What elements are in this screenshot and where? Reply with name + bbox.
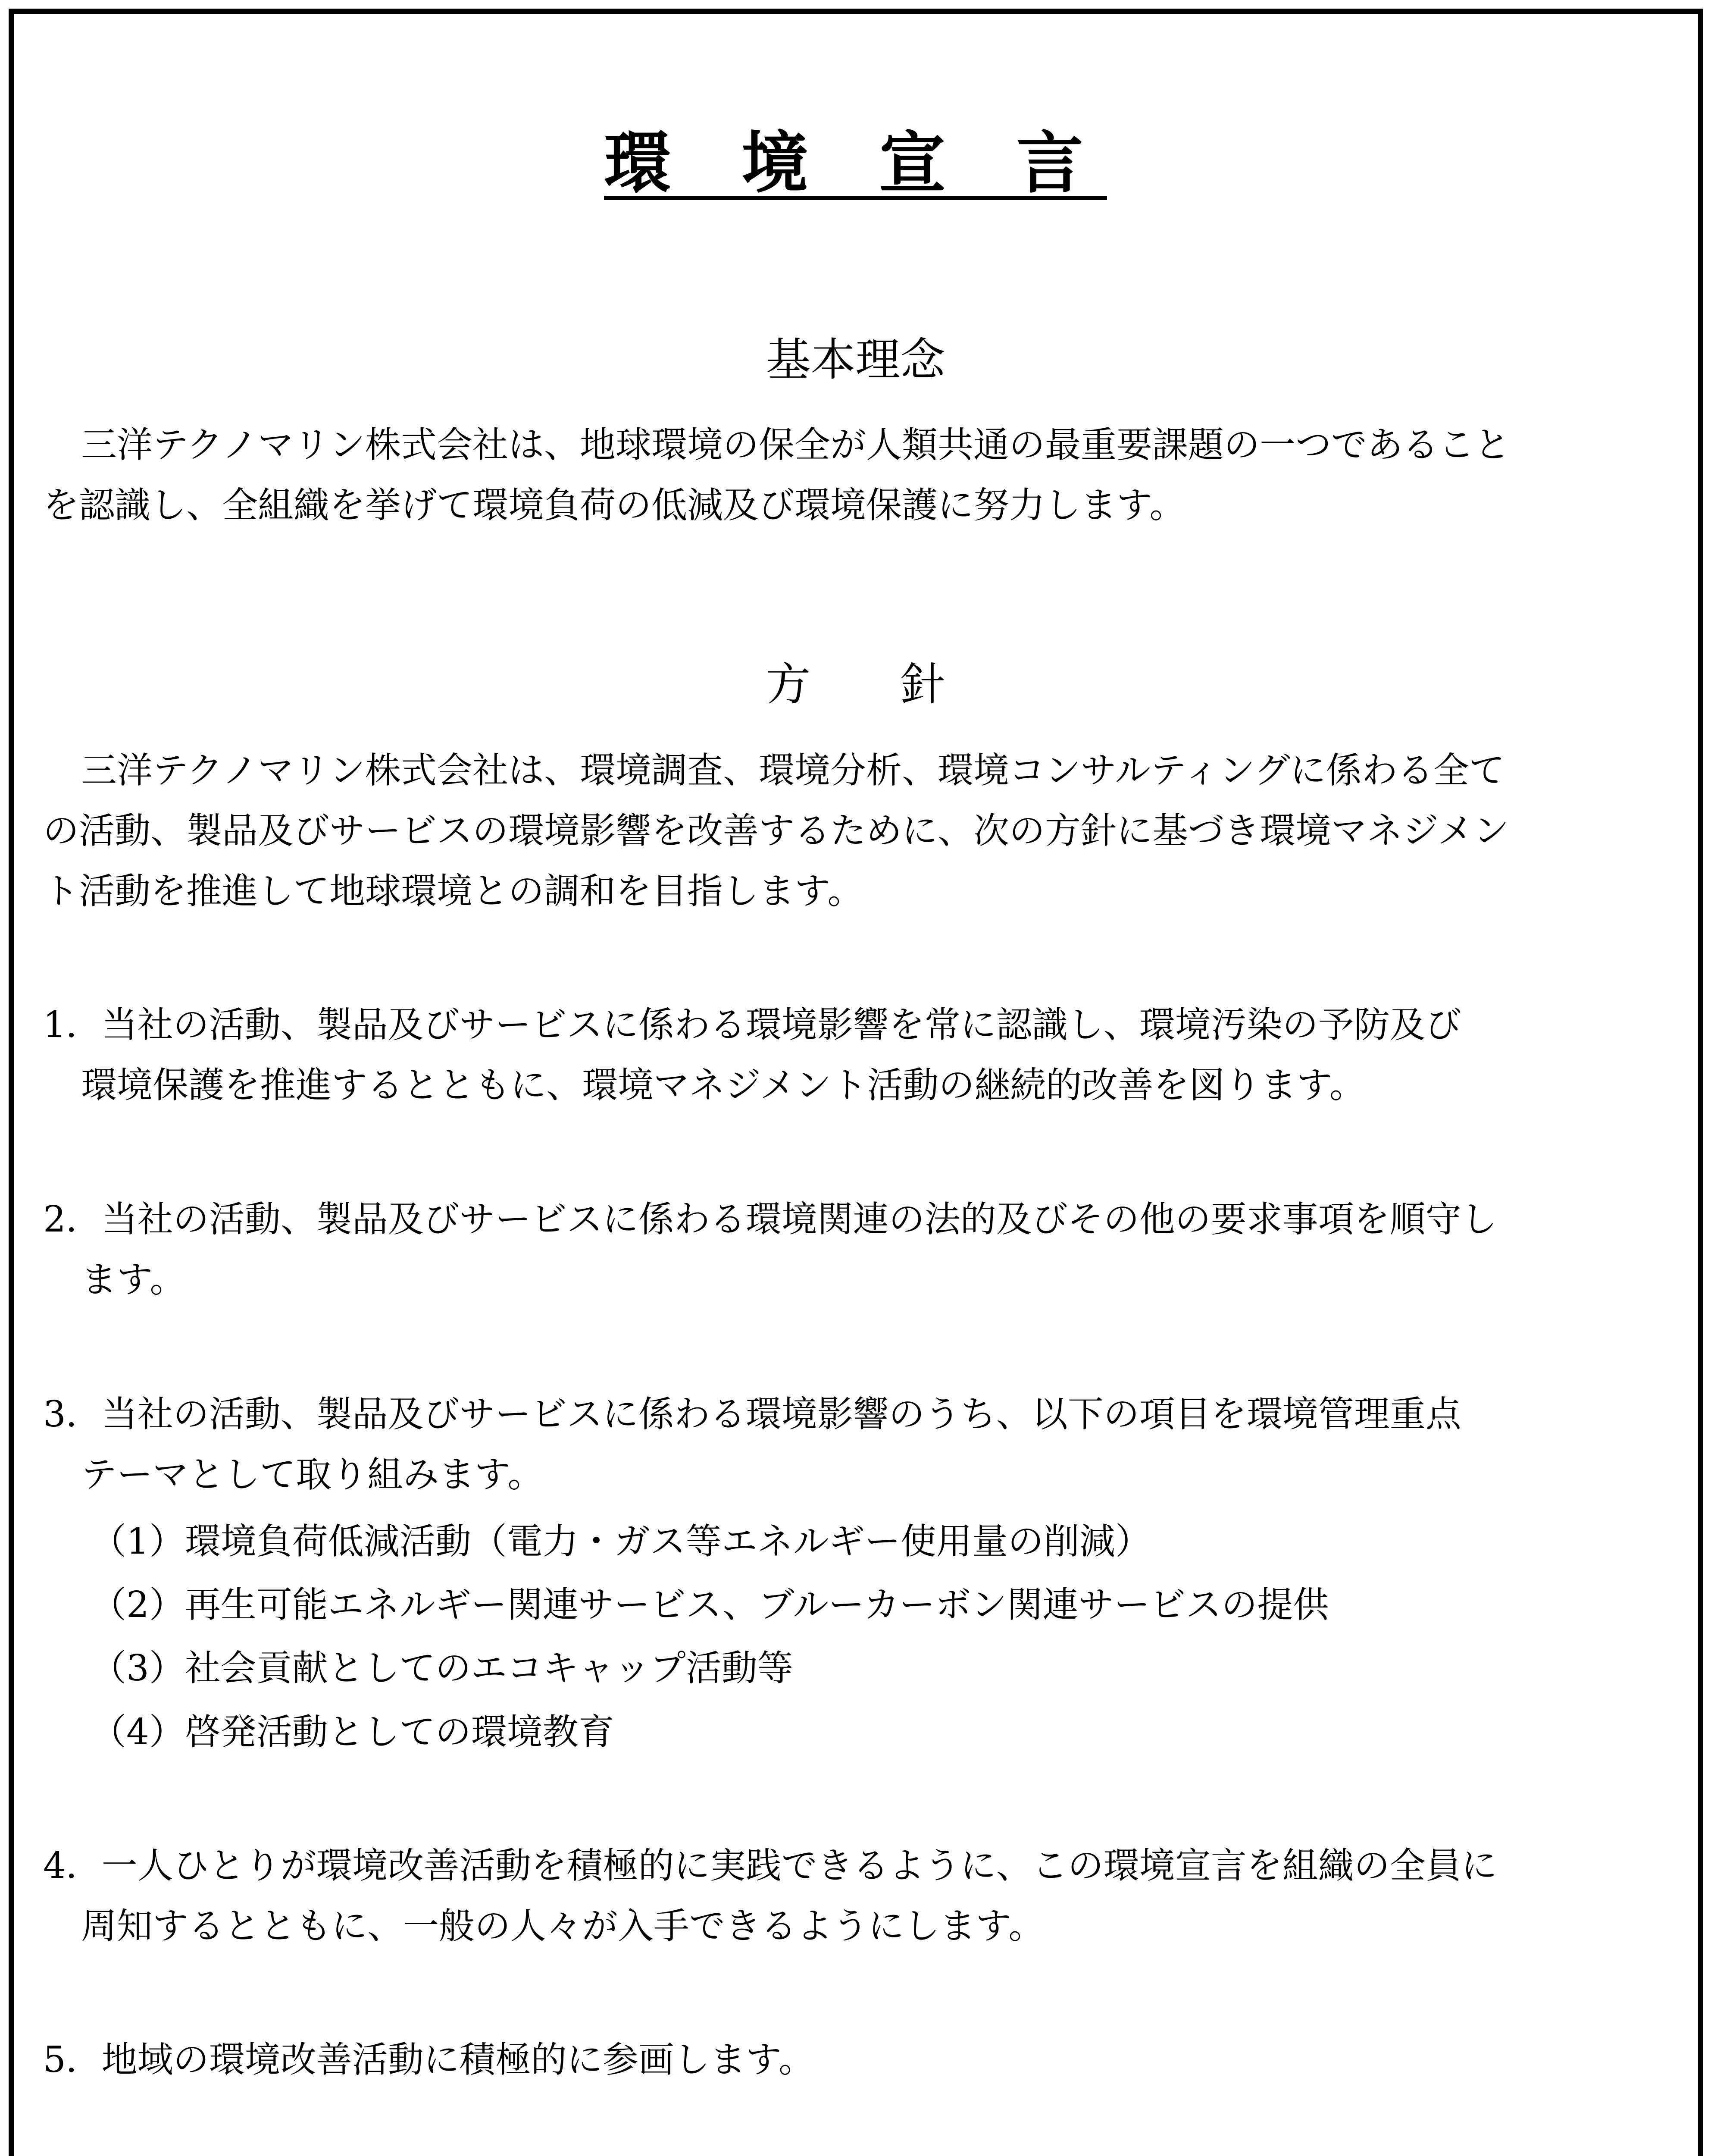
policy-item-3-line-2: テーマとして取り組みます。 [81, 1454, 544, 1495]
policy-item-5-line-1: 5．地域の環境改善活動に積極的に参画します。 [43, 2039, 815, 2081]
policy-item-4-line-2: 周知するとともに、一般の人々が入手できるようにします。 [81, 1905, 1045, 1947]
principle-line-1: 三洋テクノマリン株式会社は、地球環境の保全が人類共通の最重要課題の一つであること [81, 424, 1511, 466]
principle-heading: 基本理念 [766, 333, 945, 386]
policy-item-1-line-1: 1．当社の活動、製品及びサービスに係わる環境影響を常に認識し、環境汚染の予防及び [43, 1004, 1461, 1046]
policy-item-3-sub-4: （4）啓発活動としての環境教育 [91, 1711, 614, 1753]
policy-item-4-line-1: 4．一人ひとりが環境改善活動を積極的に実践できるように、この環境宣言を組織の全員に [43, 1845, 1497, 1887]
policy-intro-line-1: 三洋テクノマリン株式会社は、環境調査、環境分析、環境コンサルティングに係わる全て [81, 749, 1505, 791]
policy-heading: 方 針 [766, 658, 945, 711]
policy-intro-line-3: ト活動を推進して地球環境との調和を目指します。 [43, 870, 863, 912]
policy-item-3-sub-3: （3）社会貢献としてのエコキャップ活動等 [91, 1647, 793, 1689]
policy-item-1-line-2: 環境保護を推進するとともに、環境マネジメント活動の継続的改善を図ります。 [81, 1064, 1365, 1106]
policy-item-3-sub-1: （1）環境負荷低減活動（電力・ガス等エネルギー使用量の削減） [91, 1520, 1151, 1562]
policy-item-2-line-1: 2．当社の活動、製品及びサービスに係わる環境関連の法的及びその他の要求事項を順守し [43, 1198, 1497, 1240]
policy-item-2-line-2: ます。 [81, 1259, 186, 1300]
page-title: 環 境 宣 言 [604, 123, 1107, 202]
policy-item-3-sub-2: （2）再生可能エネルギー関連サービス、ブルーカーボン関連サービスの提供 [91, 1584, 1329, 1626]
policy-item-3-line-1: 3．当社の活動、製品及びサービスに係わる環境影響のうち、以下の項目を環境管理重点 [43, 1393, 1461, 1435]
principle-line-2: を認識し、全組織を挙げて環境負荷の低減及び環境保護に努力します。 [43, 484, 1186, 526]
policy-intro-line-2: の活動、製品及びサービスの環境影響を改善するために、次の方針に基づき環境マネジメン [43, 810, 1509, 852]
